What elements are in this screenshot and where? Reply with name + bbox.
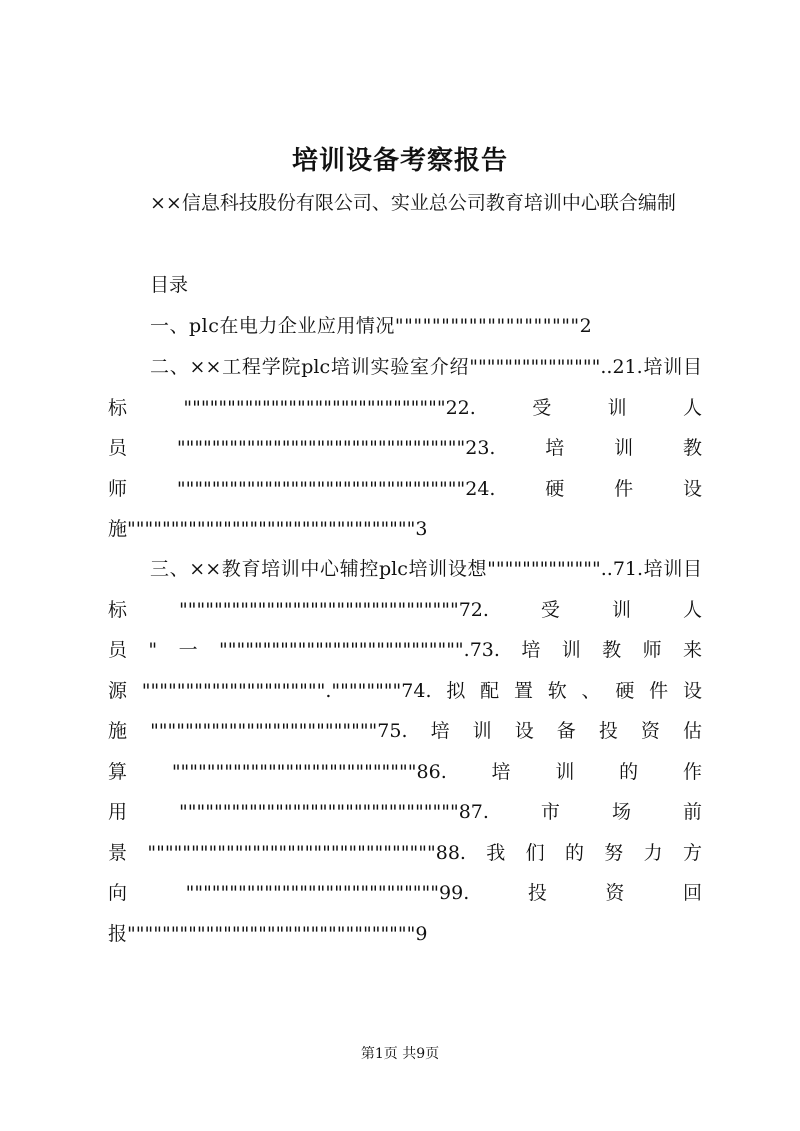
toc-entry-section-1: 一、plc在电力企业应用情况""""""""""""""""""""2 bbox=[150, 315, 593, 337]
subtitle-paragraph: ××信息科技股份有限公司、实业总公司教育培训中心联合编制 bbox=[150, 192, 676, 214]
toc-entry-section-3: 三、××教育培训中心辅控plc培训设想"""""""""""""..71.培训目标""""""""""""""""""""""""""""""""72.受训人员"一"""""""""""""""""""""""""""".73.培训教师来源""""""""""""""""""""".""""""""74.拟配置软、硬件设施""""""""""""""""""""""""""75.培训设备投资估算""""""""""""""""""""""""""""86.培训的作用""""""""""""""""""""""""""""""""87.市场前景"""""""""""""""""""""""""""""""""88.我们的努力方向"""""""""""""""""""""""""""""99.投资回报"""""""""""""""""""""""""""""""""9 bbox=[108, 558, 702, 945]
toc-heading: 目录 bbox=[150, 274, 189, 296]
page-number-footer: 第1页 共9页 bbox=[360, 1046, 440, 1062]
document-title: 培训设备考察报告 bbox=[291, 146, 508, 176]
toc-entry-section-2: 二、××工程学院plc培训实验室介绍"""""""""""""""..21.培训目标""""""""""""""""""""""""""""""22.受训人员"""""""""""""""""""""""""""""""""23.培训教师"""""""""""""""""""""""""""""""""24.硬件设施"""""""""""""""""""""""""""""""""3 bbox=[108, 356, 702, 540]
